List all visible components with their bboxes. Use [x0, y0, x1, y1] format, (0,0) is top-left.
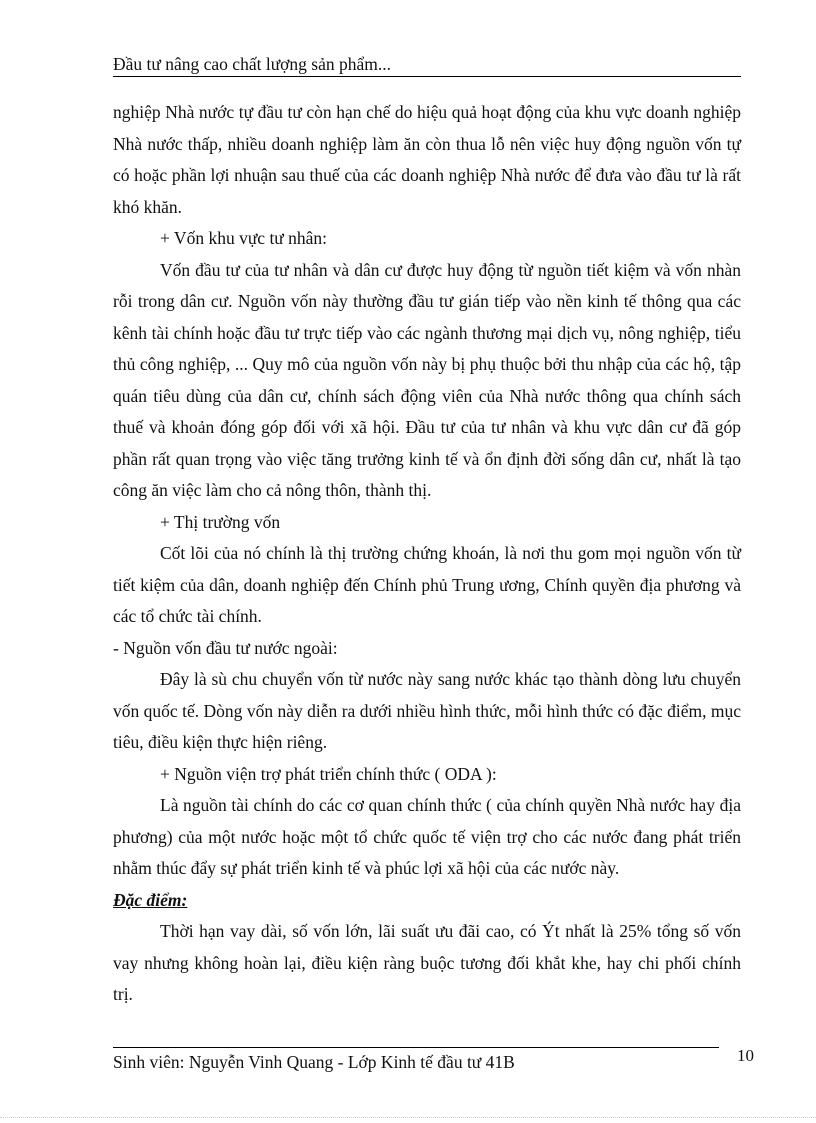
page-number: 10 — [737, 1046, 754, 1065]
heading-features — [113, 885, 741, 917]
paragraph-capital-market: Cốt lõi của nó chính là thị trường chứng khoán, là nơi thu gom mọi nguồn vốn từ tiết kiệm của dân, doanh nghiệp đến Chính phủ Trung ương, Chính quyền địa phương và các tổ chức tài chính. — [113, 543, 741, 626]
paragraph-foreign-capital: Đây là sù chu chuyển vốn từ nước này sang nước khác tạo thành dòng lưu chuyển vốn quốc tế. Dòng vốn này diễn ra dưới nhiều hình thức, mỗi hình thức có đặc điểm, mục tiêu, điều kiện thực hiện riêng. — [113, 669, 741, 752]
subheading-oda: + Nguồn viện trợ phát triển chính thức ( ODA ): — [160, 763, 497, 784]
footer-student-info: Sinh viên: Nguyễn Vinh Quang - Lớp Kinh tế đầu tư 41B — [113, 1052, 515, 1072]
header-divider — [113, 76, 741, 77]
heading-features-label: Đặc điểm: — [113, 889, 188, 910]
subheading-foreign-capital: - Nguồn vốn đầu tư nước ngoài: — [113, 637, 338, 658]
page-bottom-border — [0, 1117, 816, 1118]
paragraph-soe-investment: nghiệp Nhà nước tự đầu tư còn hạn chế do hiệu quả hoạt động của khu vực doanh nghiệp Nhà nước thấp, nhiều doanh nghiệp làm ăn còn thua lỗ nên việc huy động nguồn vốn tự có hoặc phần lợi nhuận sau thuế của các doanh nghiệp Nhà nước để đưa vào đầu tư là rất khó khăn. — [113, 102, 741, 217]
subheading-capital-market: + Thị trường vốn — [160, 511, 281, 532]
subheading-private-capital: + Vốn khu vực tư nhân: — [160, 228, 328, 248]
paragraph-private-capital: Vốn đầu tư của tư nhân và dân cư được huy động từ nguồn tiết kiệm và vốn nhàn rỗi trong dân cư. Nguồn vốn này thường đầu tư gián tiếp vào nền kinh tế thông qua các kênh tài chính hoặc đầu tư trực tiếp vào các ngành thương mại dịch vụ, nông nghiệp, tiểu thủ công nghiệp, ... Quy mô của nguồn vốn này bị phụ thuộc bởi thu nhập của các hộ, tập quán tiêu dùng của dân cư, chính sách động viên của Nhà nước thông qua chính sách thuế và khoản đóng góp đối với xã hội. Đầu tư của tư nhân và khu vực dân cư đã góp phần rất quan trọng vào việc tăng trưởng kinh tế và ổn định đời sống dân cư, nhất là tạo công ăn việc làm cho cả nông thôn, thành thị. — [113, 259, 741, 500]
paragraph-oda: Là nguồn tài chính do các cơ quan chính thức ( của chính quyền Nhà nước hay địa phương) của một nước hoặc một tổ chức quốc tế viện trợ cho các nước đang phát triển nhằm thúc đẩy sự phát triển kinh tế và phúc lợi xã hội của các nước này. — [113, 795, 741, 878]
document-body — [113, 97, 741, 1011]
page-header-title: Đầu tư nâng cao chất lượng sản phẩm... — [113, 54, 392, 74]
footer-divider — [113, 1047, 719, 1048]
paragraph-features: Thời hạn vay dài, số vốn lớn, lãi suất ưu đãi cao, có Ýt nhất là 25% tổng số vốn vay nhưng không hoàn lại, điều kiện ràng buộc tương đối khắt khe, hay chi phối chính trị. — [113, 921, 741, 1004]
